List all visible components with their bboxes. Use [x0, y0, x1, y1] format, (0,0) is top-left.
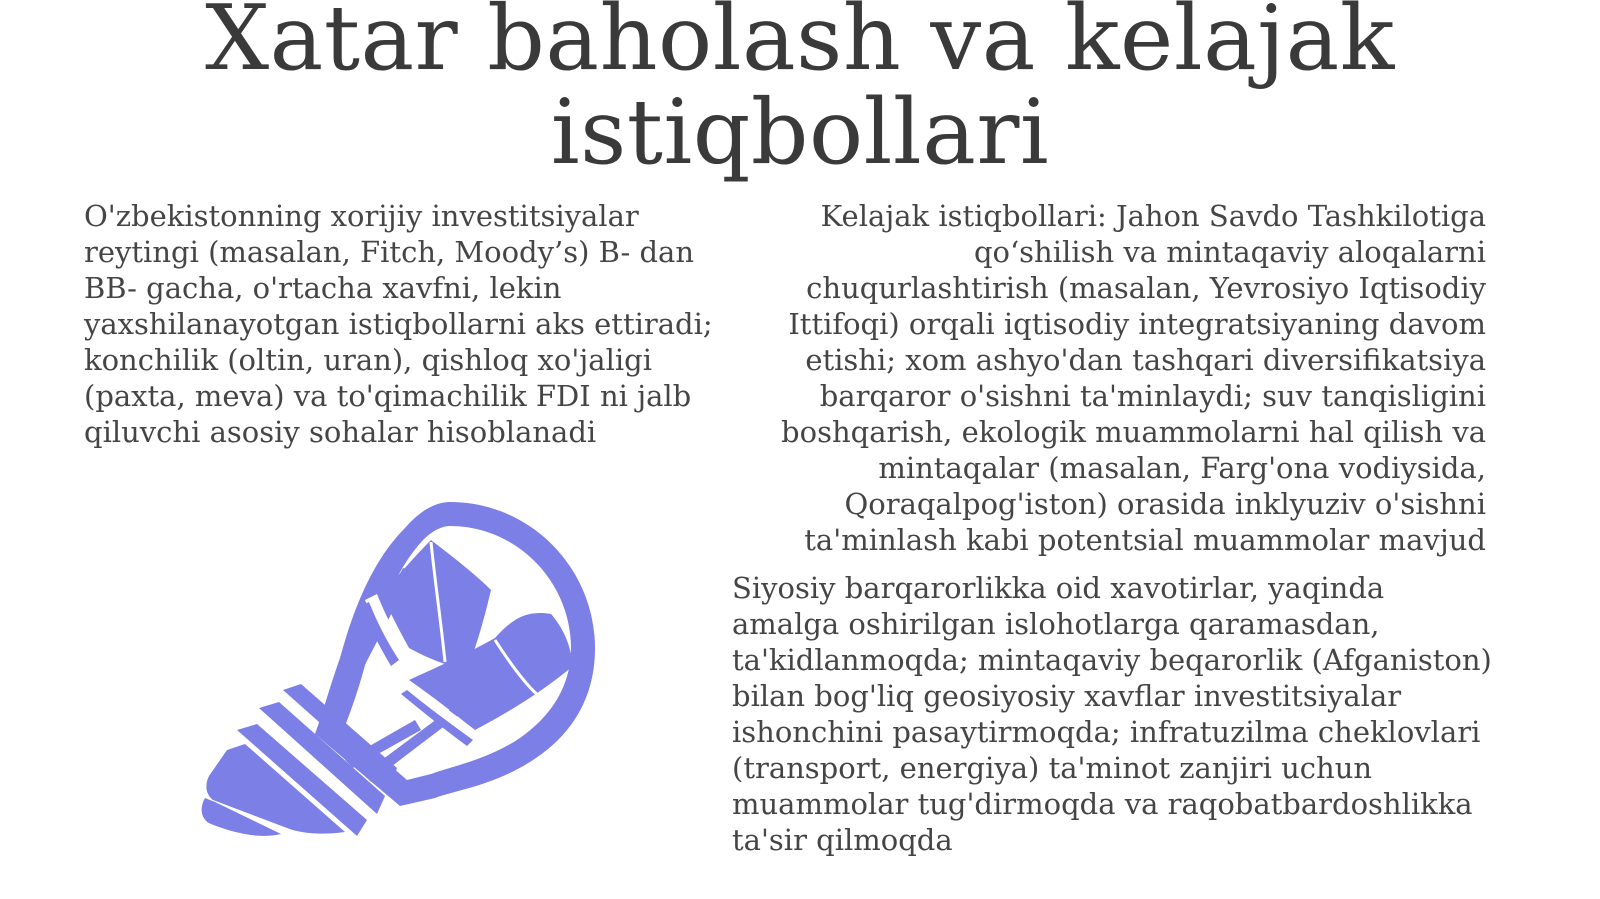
slide-title: Xatar baholash va kelajak istiqbollari: [205, 0, 1395, 185]
future-prospects-paragraph: Kelajak istiqbollari: Jahon Savdo Tashkilotiga qo‘shilish va mintaqaviy aloqalarni chuqurlashtirish (masalan, Yevrosiyo Iqtisodiy Ittifoqi) orqali iqtisodiy integratsiyaning davom etishi; xom ashyo'dan tashqari diversifikatsiya barqaror o'sishni ta'minlaydi; suv tanqisligini boshqarish, ekologik muammolarni hal qilish va mintaqalar (masalan, Farg'ona vodiysida, Qoraqalpog'iston) orasida inklyuziv o'sishni ta'minlash kabi potentsial muammolar mavjud: [781, 199, 1486, 557]
investment-rating-paragraph: O'zbekistonning xorijiy investitsiyalar reytingi (masalan, Fitch, Moody’s) B- dan BB- gacha, o'rtacha xavfni, lekin yaxshilanayotgan istiqbollarni aks ettiradi; konchilik (oltin, uran), qishloq xo'jaligi (paxta, meva) va to'qimachilik FDI ni jalb qiluvchi asosiy sohalar hisoblanadi: [84, 199, 713, 449]
political-risks-paragraph: Siyosiy barqarorlikka oid xavotirlar, yaqinda amalga oshirilgan islohotlarga qaramasdan, ta'kidlanmoqda; mintaqaviy beqarorlik (Afganiston) bilan bog'liq geosiyosiy xavflar investitsiyalar ishonchini pasaytirmoqda; infratuzilma cheklovlari (transport, energiya) ta'minot zanjiri uchun muammolar tug'dirmoqda va raqobatbardoshlikka ta'sir qilmoqda: [732, 571, 1492, 857]
lightbulb-book-icon: [195, 498, 625, 853]
